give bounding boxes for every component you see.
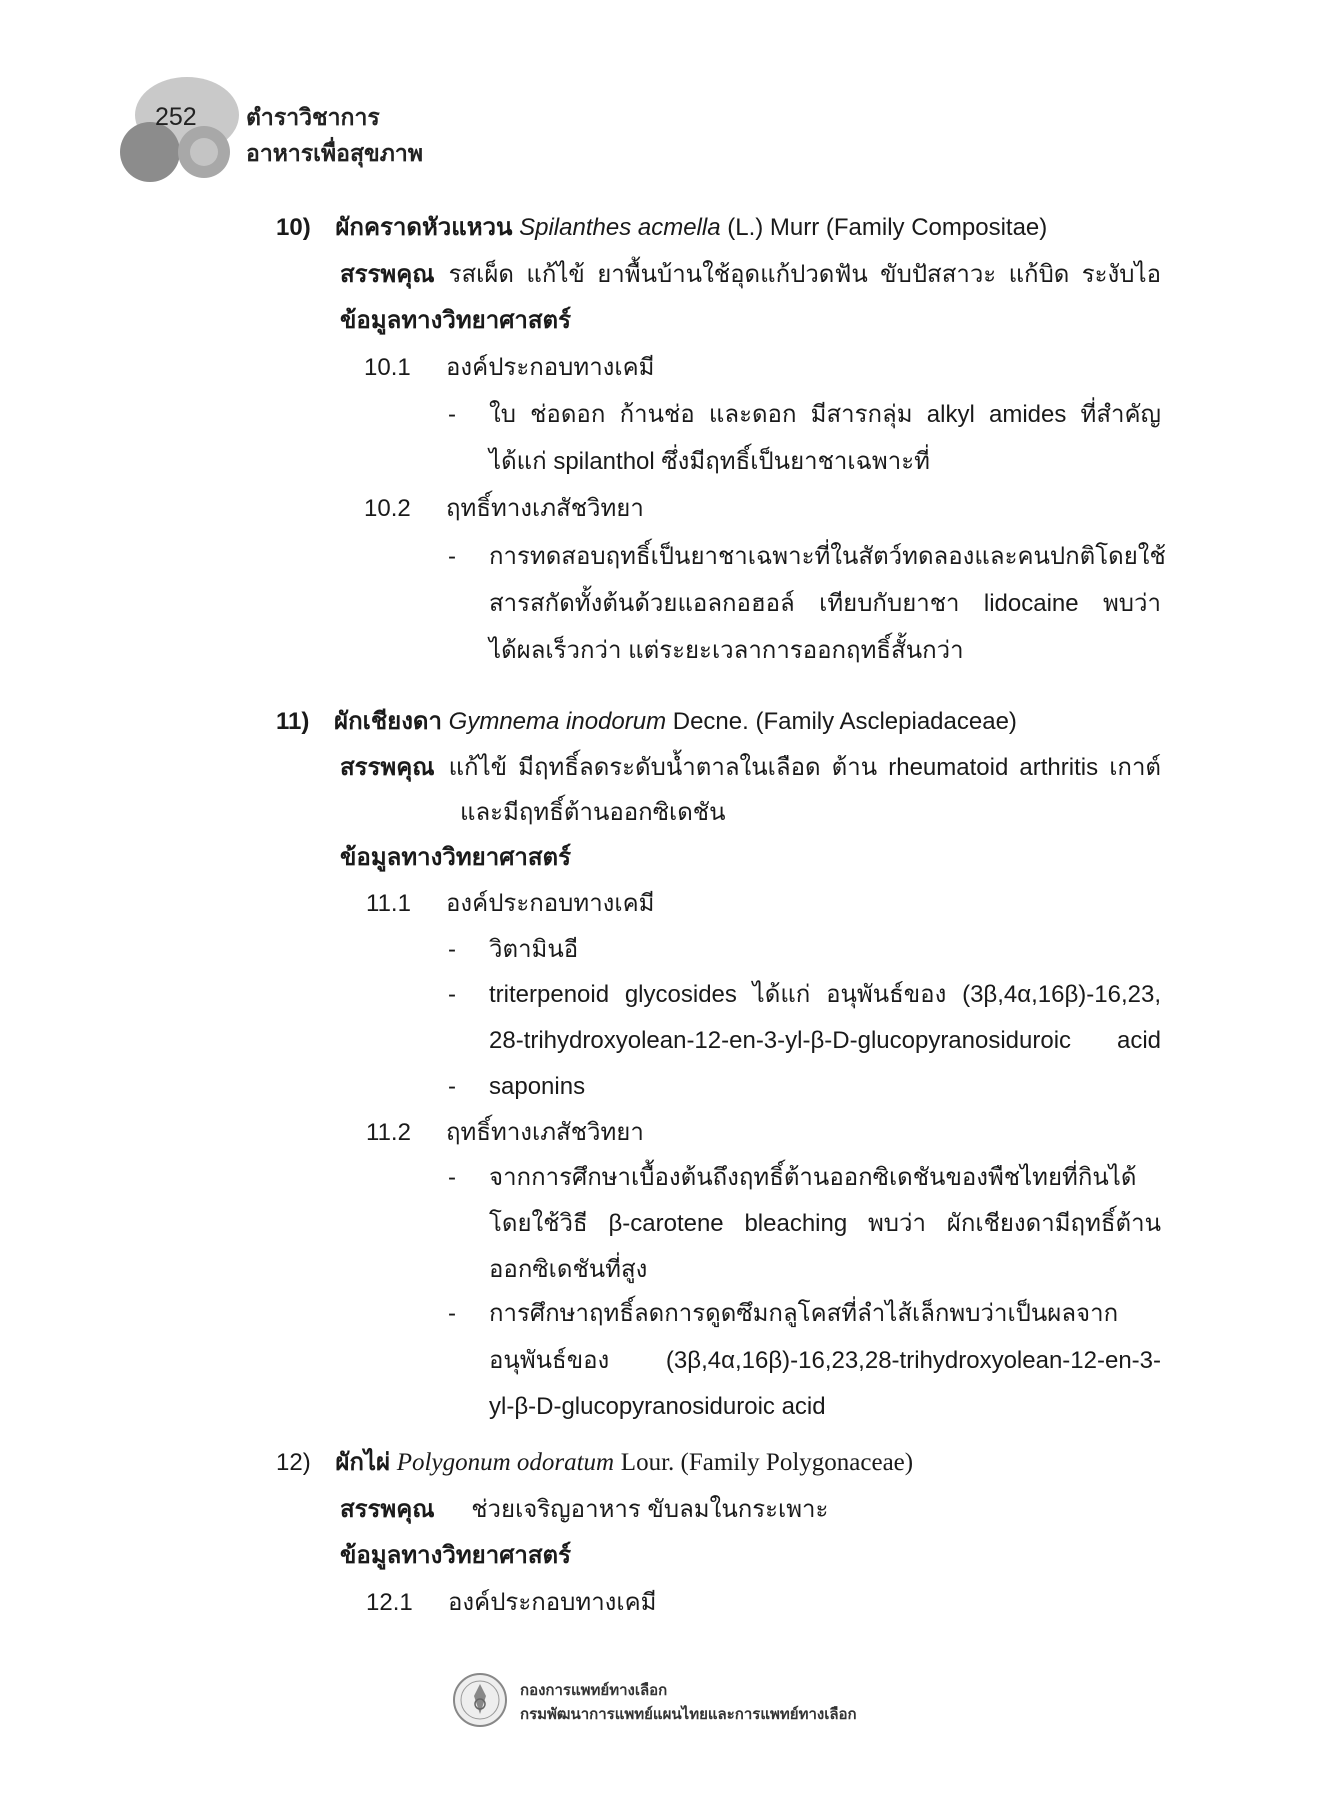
plant-thai-name: ผักคราดหัวแหวน (335, 214, 513, 241)
footer-ministry-dept: กรมพัฒนาการแพทย์แผนไทยและการแพทย์ทางเลือก (520, 1706, 857, 1723)
bullet-dash: - (448, 981, 456, 1008)
properties-line (340, 753, 1161, 783)
subsection-title: องค์ประกอบทางเคมี (448, 1589, 657, 1616)
bullet-text: ออกซิเดชันที่สูง (489, 1256, 648, 1283)
properties-text: ช่วยเจริญอาหาร ขับลมในกระเพาะ (471, 1496, 829, 1523)
subsection-title: องค์ประกอบทางเคมี (446, 890, 655, 917)
properties-label: สรรพคุณ (340, 1496, 435, 1523)
section-11-heading (276, 707, 1017, 737)
subsection-number: 12.1 (366, 1589, 413, 1616)
footer-department: กองการแพทย์ทางเลือก (520, 1682, 668, 1699)
section-number: 10) (276, 214, 311, 241)
properties-text: รสเผ็ด แก้ไข้ ยาพื้นบ้านใช้อุดแก้ปวดฟัน ขับปัสสาวะ แก้บิด ระงับไอ (448, 261, 1161, 288)
section-12-heading (276, 1448, 913, 1478)
subsection-number: 11.1 (366, 890, 411, 917)
bullet-text: ได้ผลเร็วกว่า แต่ระยะเวลาการออกฤทธิ์สั้นกว่า (489, 637, 964, 664)
department-seal-logo (452, 1672, 508, 1728)
bullet-text: วิตามินอี (489, 936, 579, 963)
subsection-number: 10.1 (364, 354, 411, 381)
section-number: 12) (276, 1449, 311, 1476)
bullet-text: ได้แก่ spilanthol ซึ่งมีฤทธิ์เป็นยาชาเฉพาะที่ (489, 448, 930, 475)
properties-label: สรรพคุณ (340, 261, 435, 288)
subsection-number: 11.2 (366, 1119, 411, 1146)
properties-label: สรรพคุณ (340, 754, 435, 781)
properties-text: และมีฤทธิ์ต้านออกซิเดชัน (460, 799, 726, 826)
section-number: 11) (276, 708, 310, 735)
bullet-text: saponins (489, 1073, 586, 1100)
bullet-text: การทดสอบฤทธิ์เป็นยาชาเฉพาะที่ในสัตว์ทดลองและคนปกติโดยใช้ (489, 543, 1166, 570)
page-number: 252 (155, 103, 197, 131)
bullet-text: อนุพันธ์ของ (3β,4α,16β)-16,23,28-trihydroxyolean-12-en-3- (489, 1347, 1161, 1374)
science-label: ข้อมูลทางวิทยาศาสตร์ (340, 1542, 572, 1569)
bullet-text: ใบ ช่อดอก ก้านช่อ และดอก มีสารกลุ่ม alkyl amides ที่สำคัญ (489, 401, 1161, 428)
properties-line (340, 260, 1161, 290)
bullet-text: สารสกัดทั้งต้นด้วยแอลกอฮอล์ เทียบกับยาชา lidocaine พบว่า (489, 590, 1161, 617)
family: (L.) Murr (Family Compositae) (727, 214, 1048, 241)
bullet-text: triterpenoid glycosides ได้แก่ อนุพันธ์ของ (3β,4α,16β)-16,23, (489, 981, 1161, 1008)
bullet-text: yl-β-D-glucopyranosiduroic acid (489, 1393, 826, 1420)
bullet-text: 28-trihydroxyolean-12-en-3-yl-β-D-glucopyranosiduroic acid (489, 1027, 1161, 1054)
science-label: ข้อมูลทางวิทยาศาสตร์ (340, 844, 572, 871)
subsection-number: 10.2 (364, 495, 411, 522)
bullet-dash: - (448, 936, 456, 963)
bullet-dash: - (448, 543, 456, 570)
bullet-dash: - (448, 1300, 456, 1327)
family: Decne. (Family Asclepiadaceae) (672, 708, 1017, 735)
scientific-name: Gymnema inodorum (448, 708, 667, 735)
subsection-title: องค์ประกอบทางเคมี (446, 354, 655, 381)
bullet-text: โดยใช้วิธี β-carotene bleaching พบว่า ผักเชียงดามีฤทธิ์ต้าน (489, 1210, 1161, 1237)
bullet-dash: - (448, 1073, 456, 1100)
scientific-name: Spilanthes acmella (519, 214, 721, 241)
subsection-title: ฤทธิ์ทางเภสัชวิทยา (446, 1119, 644, 1146)
bullet-text: จากการศึกษาเบื้องต้นถึงฤทธิ์ต้านออกซิเดชันของพืชไทยที่กินได้ (489, 1164, 1137, 1191)
properties-line (340, 1495, 828, 1525)
scientific-name: Polygonum odoratum (396, 1449, 615, 1476)
bullet-dash: - (448, 1164, 456, 1191)
subsection-title: ฤทธิ์ทางเภสัชวิทยา (446, 495, 644, 522)
section-10-heading (276, 213, 1047, 243)
plant-thai-name: ผักเชียงดา (334, 708, 442, 735)
bullet-dash: - (448, 401, 456, 428)
properties-text: แก้ไข้ มีฤทธิ์ลดระดับน้ำตาลในเลือด ต้าน rheumatoid arthritis เกาต์ (448, 754, 1161, 781)
bullet-text: การศึกษาฤทธิ์ลดการดูดซึมกลูโคสที่ลำไส้เล็กพบว่าเป็นผลจาก (489, 1300, 1119, 1327)
science-label: ข้อมูลทางวิทยาศาสตร์ (340, 307, 572, 334)
book-title-line2: อาหารเพื่อสุขภาพ (246, 140, 423, 166)
family: Lour. (Family Polygonaceae) (620, 1449, 914, 1476)
plant-thai-name: ผักไผ่ (335, 1449, 391, 1476)
book-title-line1: ตำราวิชาการ (246, 104, 380, 130)
